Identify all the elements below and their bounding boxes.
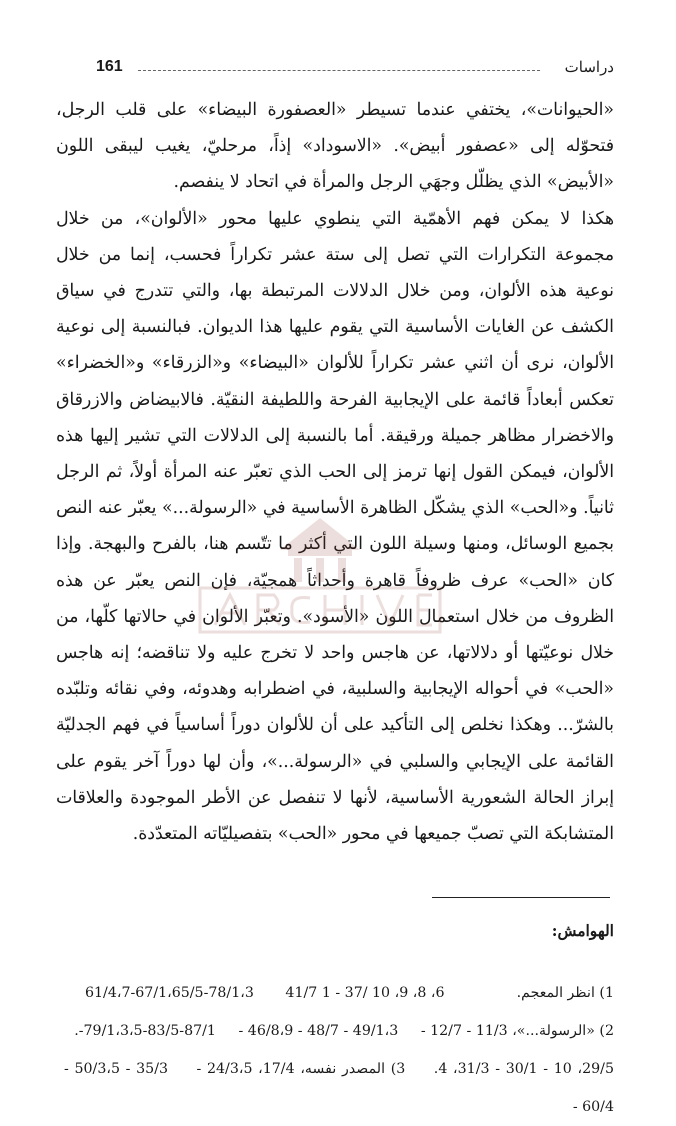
header-section-title: دراسات — [564, 58, 614, 76]
footnote-1: 1) انظر المعجم. 6، 8، 9، 10 /37 - 1 41/7 78/1،3-67/1،65/5-61/4،7 — [85, 985, 614, 1001]
footnote-3: 29/5، 10 - 30/1 - 31/3، 4. 3) المصدر نفسه، 17/4، 24/3،5 - 35/3 - 50/3،5 - 60/4 - — [64, 1061, 614, 1115]
page-number: 161 — [96, 58, 123, 75]
footnotes — [64, 974, 614, 1126]
footnote-2: 2) «الرسولة...»، 11/3 - 12/7 - 49/1،3 - 48/7 - 46/8،9 - 87/1-83/5-79/1،3،5-. — [74, 1023, 614, 1039]
footnote-separator — [432, 897, 610, 898]
body-text — [56, 92, 614, 852]
header-dotted-rule — [138, 70, 540, 71]
running-header — [96, 58, 614, 84]
notes-heading: الهوامش: — [551, 921, 614, 940]
body-paragraph-2: هكذا لا يمكن فهم الأهمّية التي ينطوي عليها محور «الألوان»، من خلال مجموعة التكرارات التي تصل إلى ستة عشر تكراراً فحسب، إنما من خلال نوعية هذه الألوان، ومن خلال الدلالات المرتبطة بها، والتي تتدرج في سياق الكشف عن الغايات الأساسية التي يقوم عليها هذا الديوان. فبالنسبة إلى نوعية الألوان، نرى أن اثني عشر تكراراً للألوان «البيضاء» و«الزرقاء» و«الخضراء» تعكس أبعاداً قائمة على الإيجابية الفرحة واللطيفة النقيّة. فالابيضاض والازرقاق والاخضرار مظاهر جميلة ورقيقة. أما بالنسبة إلى الدلالات التي تشير إليها هذه الألوان، فيمكن القول إنها ترمز إلى الحب الذي تعبّر عنه المرأة أولاً، ثم الرجل ثانياً. و«الحب» الذي يشكّل الظاهرة الأساسية في «الرسولة...» يعبّر عنه النص بجميع الوسائل، ومنها وسيلة اللون التي أكثر ما تتّسم هنا، بالفرح والبهجة. وإذا كان «الحب» عرف ظروفاً قاهرة وأحداثاً همجيّة، فإن النص يعبّر عن هذه الظروف من خلال استعمال اللون «الأسود». وتعبّر الألوان في حالاتها كلّها، من خلال نوعيّتها أو دلالاتها، عن هاجس واحد لا تخرج عليه ولا تناقضه؛ إنه هاجس «الحب» في أحواله الإيجابية والسلبية، في اضطرابه وهدوئه، وفي نقائه وتلبّده بالشرّ... وهكذا نخلص إلى التأكيد على أن للألوان دوراً أساسياً في فهم الجدليّة القائمة على الإيجابي والسلبي في «الرسولة...»، وأن لها دوراً آخر يقوم على إبراز الحالة الشعورية الأساسية، لأنها لا تنفصل عن الأطر الموجودة والعلاقات المتشابكة التي تصبّ جميعها في محور «الحب» بتفصيليّاته المتعدّدة. — [56, 208, 614, 845]
body-paragraph-1: «الحيوانات»، يختفي عندما تسيطر «العصفورة البيضاء» على قلب الرجل، فتحوّله إلى «عصفور أبيض». «الاسوداد» إذاً، مرحليّ، يغيب ليبقى اللون «الأبيض» الذي يظلّل وجهَي الرجل والمرأة في اتحاد لا ينفصم. — [56, 100, 614, 193]
